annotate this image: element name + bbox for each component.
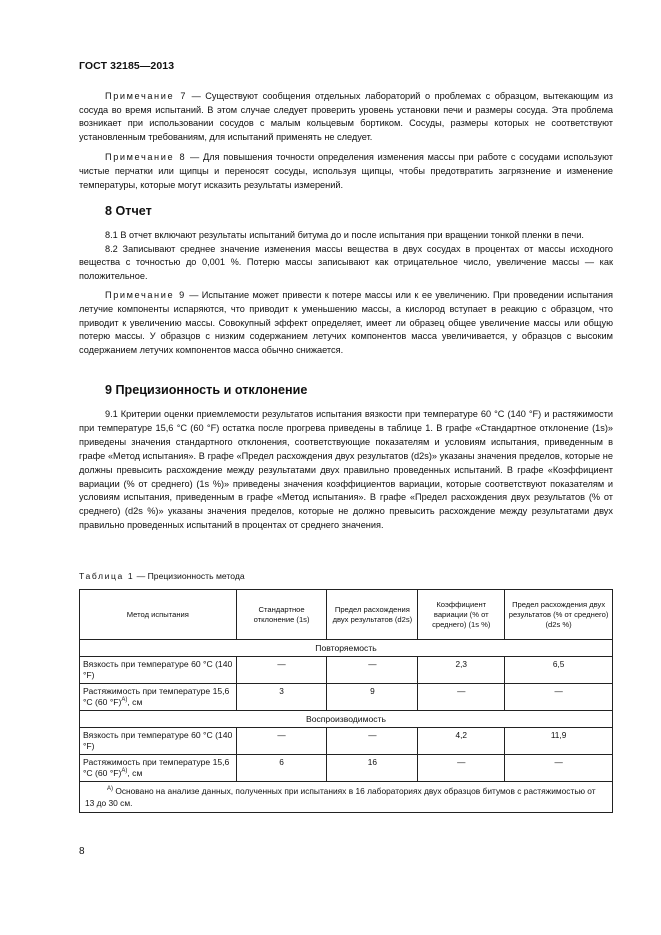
row-d2s: 9: [327, 684, 418, 711]
row-d2s: —: [327, 728, 418, 755]
table-header-row: [80, 590, 613, 640]
group-row-repeatability: [80, 640, 613, 657]
para-8-2: 8.2 Записывают среднее значение изменения массы вещества в двух сосудах в процентах от массы исходного вещества с точностью до 0,001 %. Потерю массы записывают как отрицательное число, увеличение массы — как положительное.: [79, 243, 613, 281]
note-7-text: — Существуют сообщения отдельных лабораторий о проблемах с образцом, вытекающим из сосуда во время испытаний. В этом случае следует проверить уровень установки печи и размеры сосуда. Эта проблема возникает при использовании сосудов с малым кольцевым бортиком. Сосуды, размеры которых не соответствуют установленным требованиям, для испытаний применять не следует.: [79, 91, 613, 142]
row-method-text: Растяжимость при температуре 15,6 °С (60 °F): [83, 686, 230, 707]
note-9-text: — Испытание может привести к потере массы или к ее увеличению. При проведении испытания летучие компоненты испаряются, что приводит к уменьшению массы, а кислород вступает в реакцию с образцом, что приводит к увеличению массы. Совокупный эффект определяет, имеет ли образец общее увеличение массы или общую потерю массы. У образцов с низким содержанием летучих компонентов масса увеличивается, у образцов с высоким содержанием летучих компонентов масса обычно снижается.: [79, 290, 613, 355]
section-8-body: [79, 229, 613, 357]
table-row: [80, 684, 613, 711]
row-method-unit: , см: [127, 768, 143, 778]
row-method-unit: , см: [127, 697, 143, 707]
header-d2s: Предел расхождения двух результатов (d2s): [327, 590, 418, 640]
section-9-title: 9 Прецизионность и отклонение: [105, 383, 308, 397]
row-sd: 6: [236, 755, 327, 782]
row-cv: 4,2: [418, 728, 505, 755]
para-9-1: 9.1 Критерии оценки приемлемости результатов испытания вязкости при температуре 60 °С (140 °F) и растяжимости при температуре 15,6 °С (60 °F) остатка после прогрева приведены в таблице 1. В графе «Стандартное отклонение (1s)» приведены значения стандартного отклонения, соответствующие показателям и условиям испытания, приведенным в графе «Метод испытания». В графе «Предел расхождения двух результатов (d2s)» указаны значения пределов, которые не должны превысить расхождение между результатами двух правильно проведенных испытаний. В графе «Коэффициент вариации (% от среднего) (1s %)» приведены значения коэффициентов вариации, которые соответствуют показателям и условиям испытания, приведенным в графе «Метод испытания». В графе «Предел расхождения двух результатов (% от среднего) (d2s %)» указаны значения пределов, которые не должно превысить расхождение между результатами двух правильно проведенных испытаний в процентах от среднего значения.: [79, 409, 613, 531]
table-caption-label: Таблица 1: [79, 571, 135, 581]
footnote-text: Основано на анализе данных, полученных при испытаниях в 16 лабораториях двух образцов битумов с растяжимостью от 13 до 30 см.: [85, 786, 596, 808]
note-7: [79, 90, 613, 144]
table-row: [80, 755, 613, 782]
page-number: 8: [79, 846, 85, 857]
row-d2s-percent: 6,5: [505, 657, 613, 684]
group-repeatability: Повторяемость: [80, 640, 613, 657]
footnote-ref: А): [121, 768, 128, 774]
row-sd: 3: [236, 684, 327, 711]
row-d2s-percent: —: [505, 755, 613, 782]
table-caption: [79, 571, 245, 581]
row-sd: —: [236, 728, 327, 755]
row-sd: —: [236, 657, 327, 684]
note-7-label: Примечание 7: [105, 91, 188, 101]
row-d2s-percent: —: [505, 684, 613, 711]
precision-table: [79, 589, 613, 813]
row-d2s: 16: [327, 755, 418, 782]
row-cv: —: [418, 684, 505, 711]
table-row: [80, 657, 613, 684]
row-method: [80, 755, 237, 782]
row-method: Вязкость при температуре 60 °С (140 °F): [80, 728, 237, 755]
row-cv: 2,3: [418, 657, 505, 684]
notes-top: [79, 90, 613, 192]
row-d2s-percent: 11,9: [505, 728, 613, 755]
para-8-1: 8.1 В отчет включают результаты испытаний битума до и после испытания при вращении тонкой пленки в печи.: [105, 230, 584, 240]
row-method: [80, 684, 237, 711]
note-8: [79, 151, 613, 192]
header-d2s-percent: Предел расхождения двух результатов (% от среднего) (d2s %): [505, 590, 613, 640]
section-8-title: 8 Отчет: [105, 204, 152, 218]
row-d2s: —: [327, 657, 418, 684]
header-sd: Стандартное отклонение (1s): [236, 590, 327, 640]
section-9-body: [79, 408, 613, 533]
group-reproducibility: Воспроизводимость: [80, 711, 613, 728]
note-8-label: Примечание 8: [105, 152, 187, 163]
table-row: [80, 728, 613, 755]
note-8-text: — Для повышения точности определения изменения массы при работе с сосудами используют чистые перчатки или щипцы и переносят сосуды, используя щипцы, чтобы предотвратить загрязнение и изменение температуры, которые могут исказить результаты измерений.: [79, 152, 614, 190]
row-method: Вязкость при температуре 60 °С (140 °F): [80, 657, 237, 684]
footnote-row: [80, 782, 613, 813]
note-9-label: Примечание 9: [105, 290, 186, 301]
table-footnote: [80, 782, 613, 813]
document-header: ГОСТ 32185—2013: [79, 60, 175, 72]
group-row-reproducibility: [80, 711, 613, 728]
row-method-text: Растяжимость при температуре 15,6 °С (60 °F): [83, 757, 230, 778]
footnote-mark: А): [107, 786, 113, 792]
header-method: Метод испытания: [80, 590, 237, 640]
table-caption-text: — Прецизионность метода: [134, 571, 245, 581]
header-cv: Коэффициент вариации (% от среднего) (1s %): [418, 590, 505, 640]
note-9: [79, 289, 613, 357]
row-cv: —: [418, 755, 505, 782]
footnote-ref: А): [121, 697, 128, 703]
